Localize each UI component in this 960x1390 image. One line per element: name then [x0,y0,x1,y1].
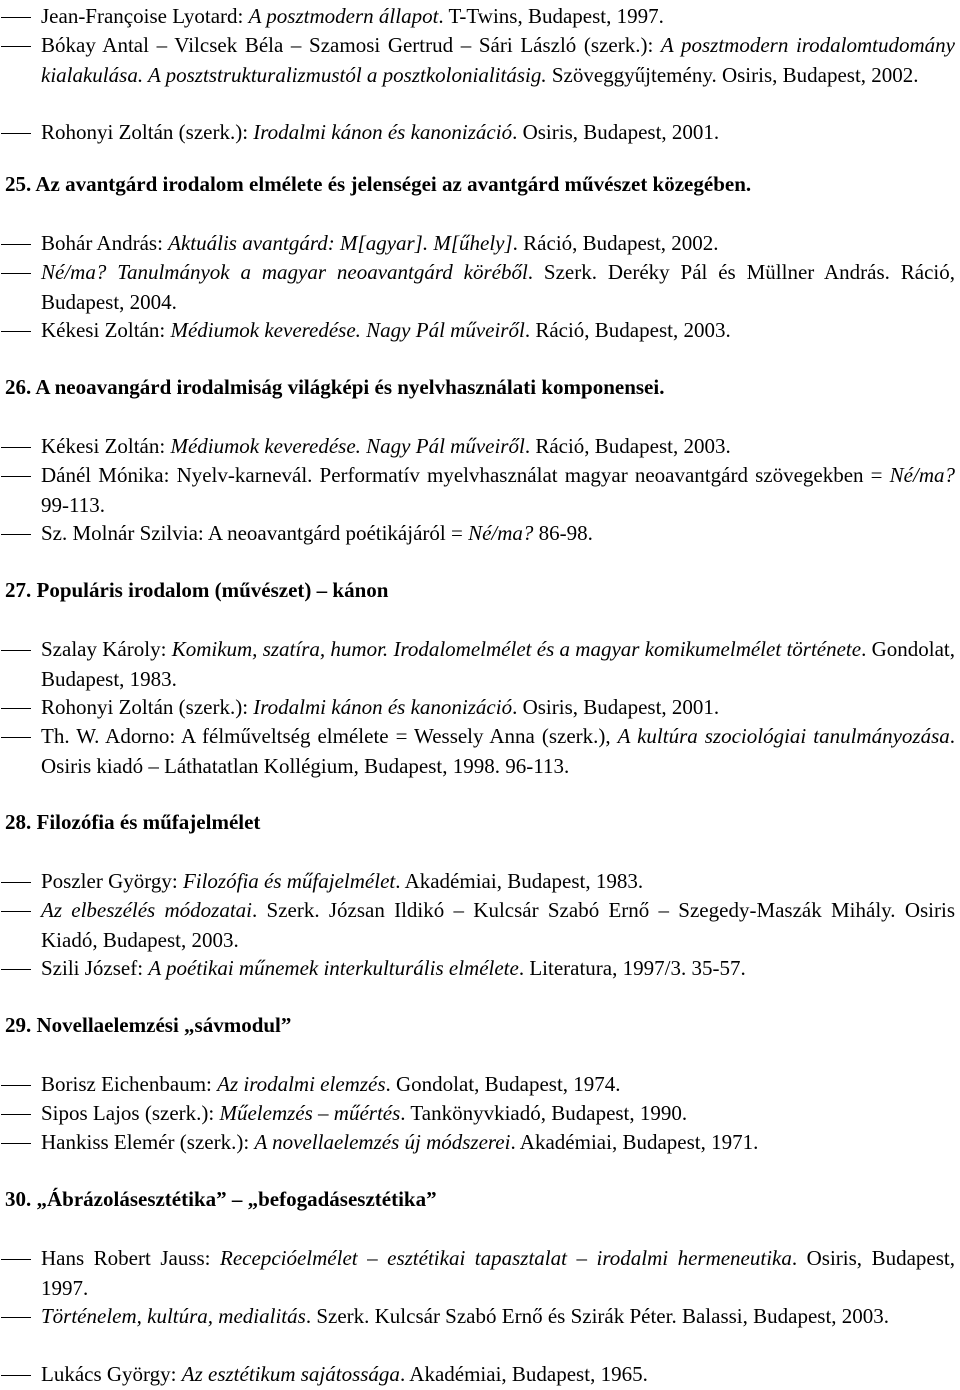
section-number: 30. [5,1187,32,1211]
list-dash-marker [1,954,31,984]
section-number: 27. [5,578,32,602]
list-dash-marker [1,2,31,32]
list-dash-marker [1,31,31,61]
reference-item [0,432,955,462]
list-dash-marker [1,1128,31,1158]
citation-text: Szöveggyűjtemény. Osiris, Budapest, 2002. [546,62,919,87]
italic-title-text: A posztmodern irodalomtudomány kialakulása. A posztstrukturalizmustól a posztkolonialitásig. [41,33,955,87]
citation-text: . Gondolat, Budapest, 1974. [385,1072,621,1096]
italic-title-text: Né/ma? Tanulmányok a magyar neoavantgárd köréből [41,260,528,284]
section-number: 28. [5,810,32,834]
italic-title-text: Filozófia és műfajelmélet [182,869,396,893]
citation-text: Lukács György: [41,1362,182,1386]
citation-text: . Akadémiai, Budapest, 1971. [510,1130,759,1154]
italic-title-text: Recepcióelmélet – esztétikai tapasztalat – irodalmi hermeneutika [220,1246,792,1270]
citation-text: . Ráció, Budapest, 2002. [512,231,719,255]
reference-item [0,1070,955,1100]
citation-text: . Szerk. Józsan Ildikó – Kulcsár Szabó Ernő – Szegedy-Maszák Mihály. Osiris Kiadó, Budapest, 2003. [41,898,955,952]
citation-text: . Ráció, Budapest, 2003. [524,318,731,342]
citation-text: . Osiris, Budapest, 2001. [512,120,720,144]
italic-title-text: Irodalmi kánon és kanonizáció [253,695,513,719]
reference-item [0,118,955,148]
citation-text: . Literatura, 1997/3. 35-57. [518,956,746,980]
section-heading [0,170,919,200]
italic-title-text: Né/ma? [889,463,955,487]
reference-item [0,1244,955,1303]
list-dash-marker [1,118,31,148]
list-dash-marker [1,635,31,665]
reference-item [0,316,955,346]
reference-item [0,954,955,984]
list-dash-marker [1,519,31,549]
list-dash-marker [1,258,31,288]
section-title: A neoavangárd irodalmiság világképi és nyelvhasználati komponensei. [35,375,665,399]
reference-item [0,1128,955,1158]
citation-text: Borisz Eichenbaum: [41,1072,218,1096]
citation-text: Jean-Françoise Lyotard: [41,4,249,28]
list-dash-marker [1,896,31,926]
citation-text: . Ráció, Budapest, 2003. [524,434,731,458]
italic-title-text: Az esztétikum sajátossága [181,1362,400,1386]
section-number: 25. [5,172,32,196]
citation-text: Sipos Lajos (szerk.): [41,1101,220,1125]
citation-text: Szalay Károly: [41,637,172,661]
citation-text: Poszler György: [41,869,183,893]
list-dash-marker [1,867,31,897]
citation-text: . Gondolat, Budapest, 1983. [41,637,956,691]
reference-item [0,258,955,317]
section-number: 29. [5,1013,32,1037]
citation-text: Szili József: [41,956,149,980]
citation-text: Bókay Antal – Vilcsek Béla – Szamosi Gertrud – Sári László (szerk.): [41,33,661,57]
reference-item [0,1099,955,1129]
list-dash-marker [1,1070,31,1100]
reference-item [0,896,955,955]
list-dash-marker [1,316,31,346]
citation-text: . T-Twins, Budapest, 1997. [438,4,664,28]
citation-text: . Osiris, Budapest, 1997. [41,1246,955,1300]
reference-item [0,1360,955,1390]
italic-title-text: A posztmodern állapot [248,4,439,28]
citation-text: Bohár András: [41,231,169,255]
citation-text: . Tankönyvkiadó, Budapest, 1990. [400,1101,688,1125]
citation-text: Sz. Molnár Szilvia: A neoavantgárd poétikájáról = [41,521,469,545]
list-dash-marker [1,693,31,723]
section-title: „Ábrázolásesztétika” – „befogadásesztétika” [36,1187,437,1211]
reference-item [0,722,955,781]
italic-title-text: Az irodalmi elemzés [217,1072,386,1096]
list-dash-marker [1,1302,31,1332]
section-heading [0,373,919,403]
citation-text: Hankiss Elemér (szerk.): [41,1130,255,1154]
italic-title-text: Aktuális avantgárd: M[agyar]. M[űhely] [168,231,513,255]
reference-item [0,693,955,723]
italic-title-text: Történelem, kultúra, medialitás [41,1304,306,1328]
citation-text: 99-113. [41,492,105,517]
list-dash-marker [1,461,31,491]
list-dash-marker [1,722,31,752]
reference-item [0,31,955,90]
citation-text: Rohonyi Zoltán (szerk.): [41,695,254,719]
list-dash-marker [1,1099,31,1129]
section-number: 26. [5,375,32,399]
section-title: Az avantgárd irodalom elmélete és jelenségei az avantgárd művészet közegében. [35,172,752,196]
citation-text: Th. W. Adorno: A félműveltség elmélete = Wessely Anna (szerk.), [41,724,618,748]
citation-text: . Akadémiai, Budapest, 1965. [399,1362,648,1386]
reference-item [0,867,955,897]
italic-title-text: Az elbeszélés módozatai [41,898,253,922]
citation-text: 86-98. [533,521,593,545]
italic-title-text: Né/ma? [468,521,534,545]
italic-title-text: Médiumok keveredése. Nagy Pál műveiről [170,318,525,342]
section-heading [0,1185,919,1215]
list-dash-marker [1,432,31,462]
citation-text: Kékesi Zoltán: [41,318,171,342]
list-dash-marker [1,1360,31,1390]
italic-title-text: Irodalmi kánon és kanonizáció [253,120,513,144]
list-dash-marker [1,229,31,259]
reference-item [0,229,955,259]
italic-title-text: A poétikai műnemek interkulturális elmélete [148,956,519,980]
section-heading [0,808,919,838]
citation-text: Kékesi Zoltán: [41,434,171,458]
reference-item [0,461,955,520]
list-dash-marker [1,1244,31,1274]
section-heading [0,1011,919,1041]
citation-text: . Szerk. Kulcsár Szabó Ernő és Szirák Péter. Balassi, Budapest, 2003. [305,1304,890,1328]
italic-title-text: Komikum, szatíra, humor. Irodalomelmélet és a magyar komikumelmélet története [171,637,862,661]
section-heading [0,576,919,606]
section-title: Populáris irodalom (művészet) – kánon [36,578,389,602]
reference-item [0,1302,955,1332]
citation-text: . Szerk. Deréky Pál és Müllner András. Ráció, Budapest, 2004. [41,260,955,314]
italic-title-text: Médiumok keveredése. Nagy Pál műveiről [170,434,525,458]
citation-text: Dánél Mónika: Nyelv-karnevál. Performatív myelvhasználat magyar neoavantgárd szövegekben = [41,463,890,487]
citation-text: Hans Robert Jauss: [41,1246,221,1270]
citation-text: . Osiris kiadó – Láthatatlan Kollégium, Budapest, 1998. 96-113. [41,724,955,778]
citation-text: Rohonyi Zoltán (szerk.): [41,120,254,144]
italic-title-text: A kultúra szociológiai tanulmányozása [617,724,950,748]
section-title: Novellaelemzési „sávmodul” [36,1013,292,1037]
citation-text: . Akadémiai, Budapest, 1983. [395,869,644,893]
reference-item [0,635,955,694]
reference-item [0,519,955,549]
citation-text: . Osiris, Budapest, 2001. [512,695,720,719]
italic-title-text: A novellaelemzés új módszerei [254,1130,511,1154]
section-title: Filozófia és műfajelmélet [36,810,261,834]
italic-title-text: Műelemzés – műértés [219,1101,401,1125]
reference-item [0,2,955,32]
